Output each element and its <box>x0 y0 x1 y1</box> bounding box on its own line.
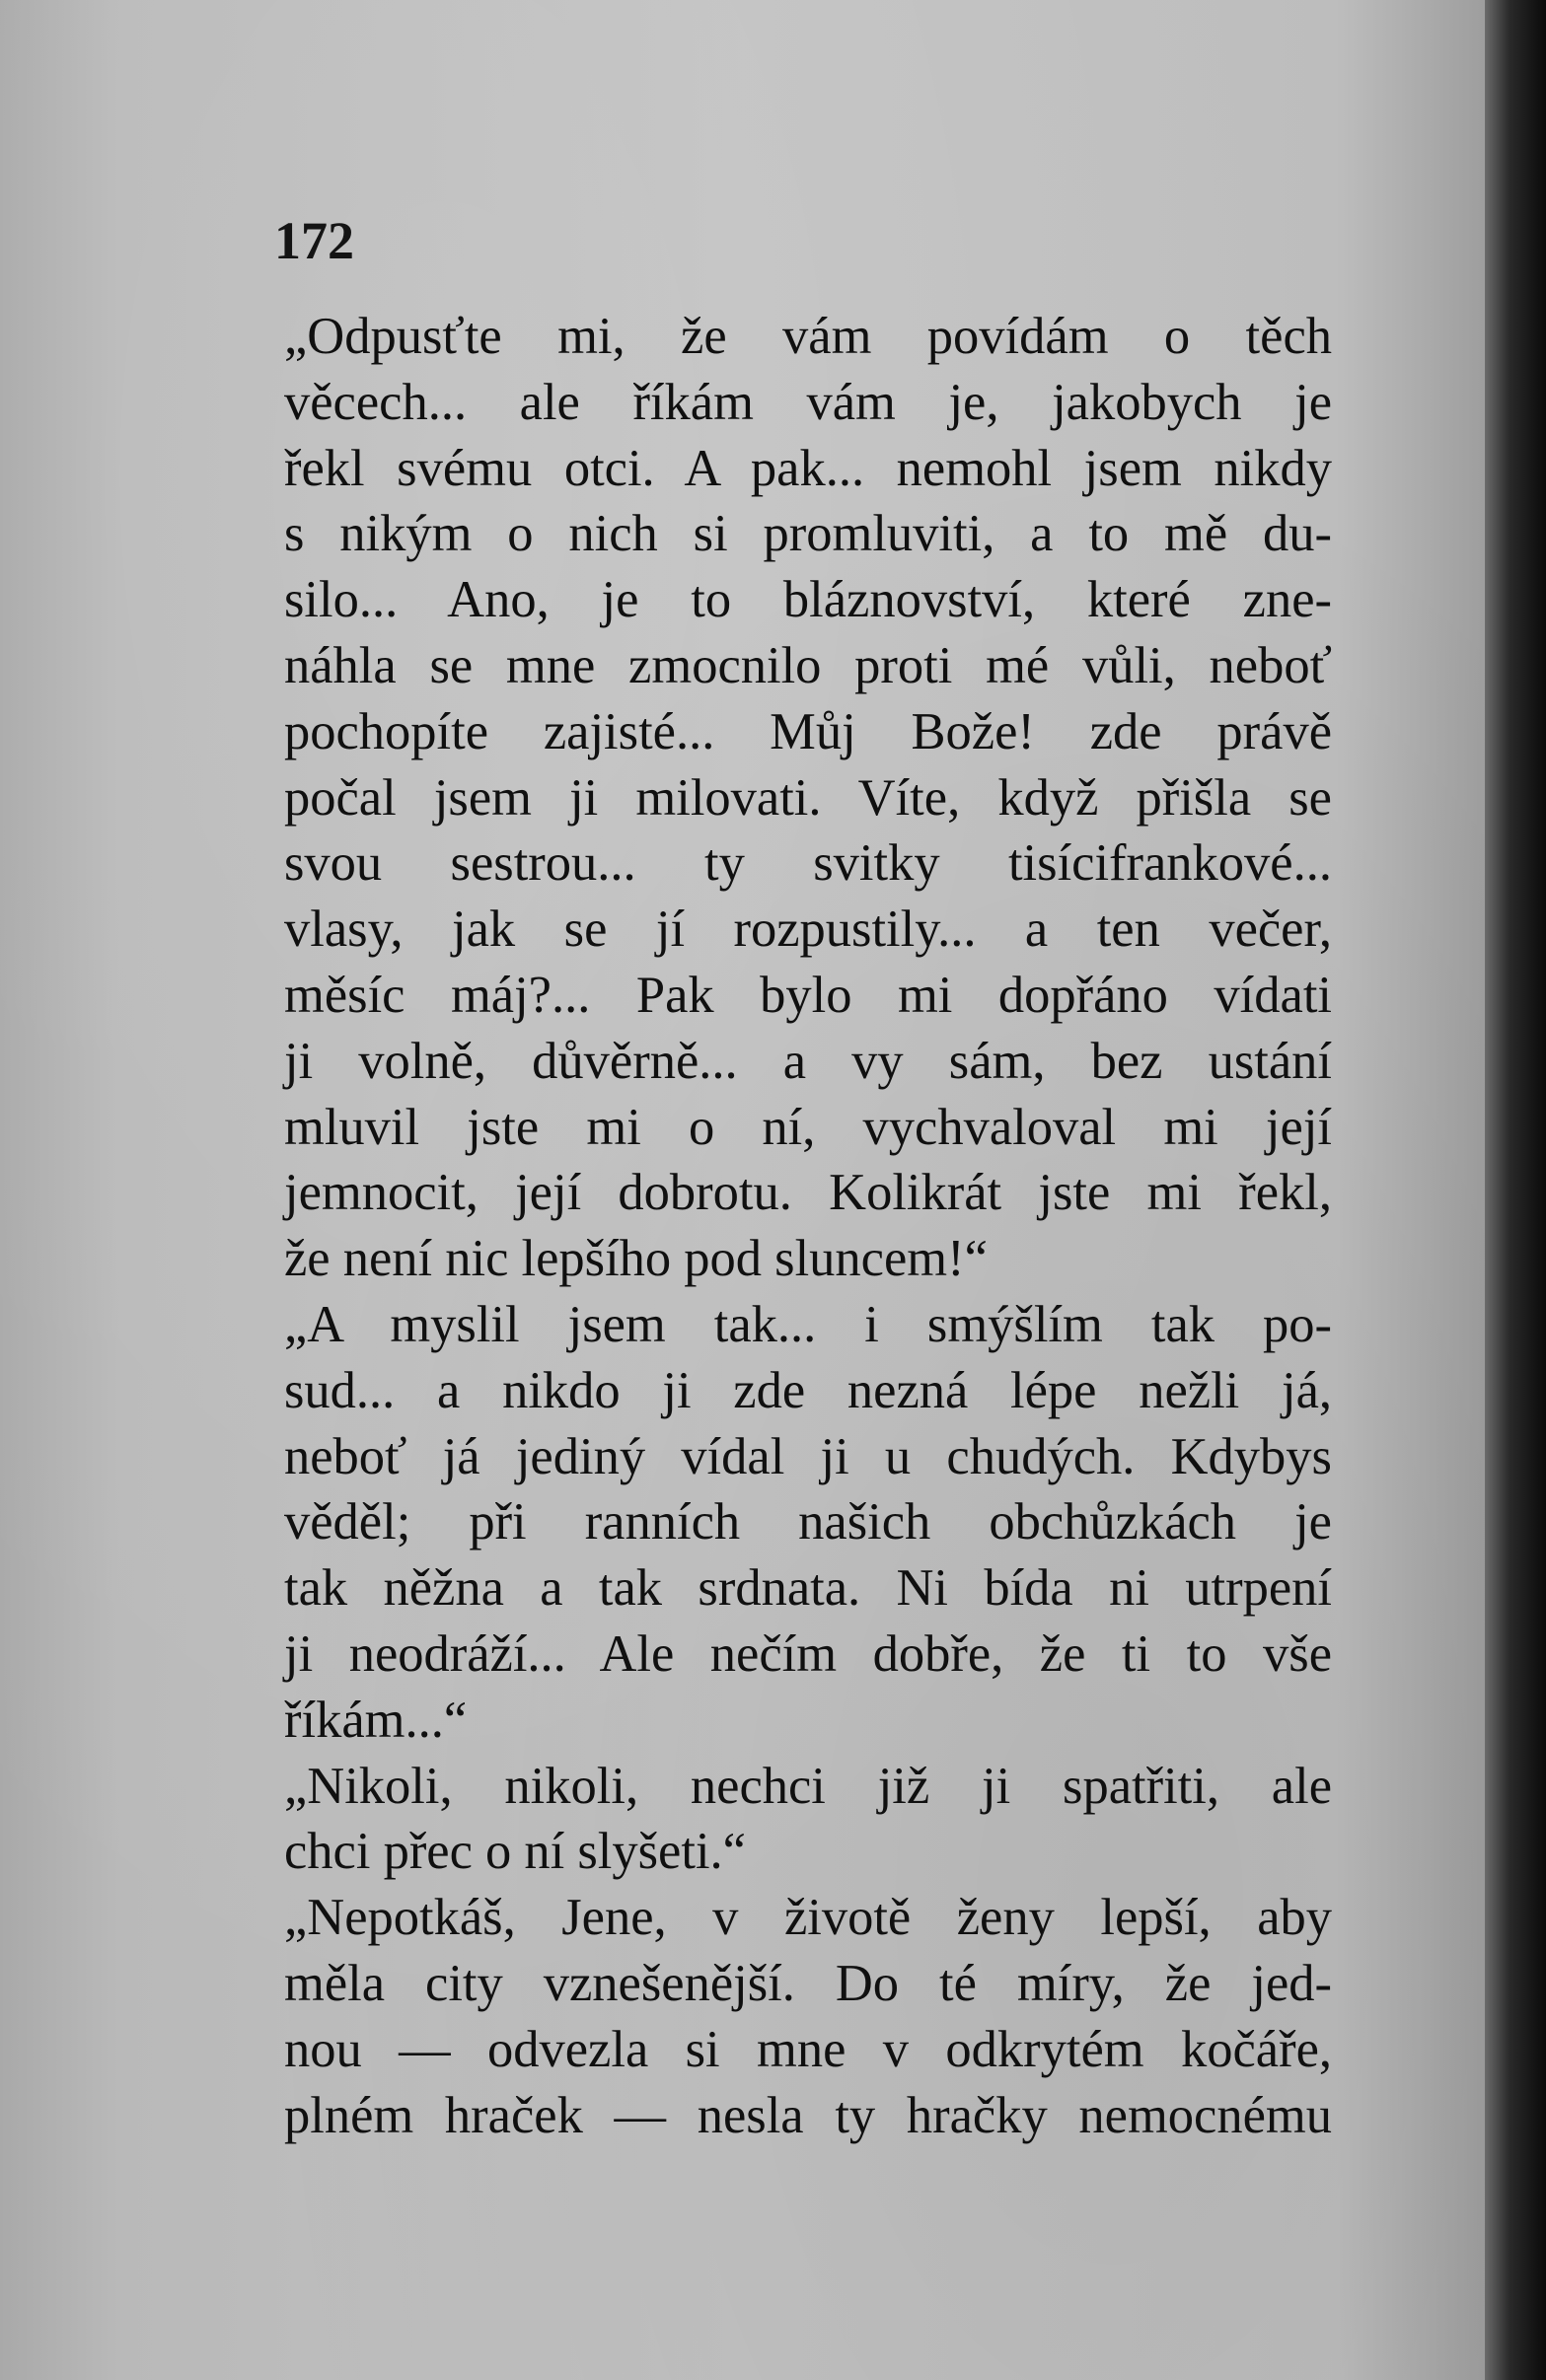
text-line: s nikým o nich si promluviti, a to mě du- <box>284 505 1332 563</box>
text-line: „Nepotkáš, Jene, v životě ženy lepší, aby <box>284 1889 1332 1947</box>
text-line: svou sestrou... ty svitky tisícifrankové... <box>284 834 1332 893</box>
text-line: měsíc máj?... Pak bylo mi dopřáno vídati <box>284 966 1332 1024</box>
text-line: vlasy, jak se jí rozpustily... a ten večer, <box>284 901 1332 959</box>
text-line: že není nic lepšího pod sluncem!“ <box>284 1230 988 1288</box>
text-line: věděl; při ranních našich obchůzkách je <box>284 1493 1332 1551</box>
text-line: pochopíte zajisté... Můj Bože! zde právě <box>284 702 1332 760</box>
text-line: mluvil jste mi o ní, vychvaloval mi její <box>284 1098 1332 1156</box>
text-line: měla city vznešenější. Do té míry, že jed- <box>284 1954 1332 2012</box>
text-line: sud... a nikdo ji zde nezná lépe nežli já, <box>284 1361 1332 1419</box>
body-text <box>284 304 1332 2148</box>
text-line: řekl svému otci. A pak... nemohl jsem nikdy <box>284 439 1332 497</box>
text-line: plném hraček — nesla ty hračky nemocnému <box>284 2086 1332 2144</box>
text-line: náhla se mne zmocnilo proti mé vůli, neboť <box>284 636 1332 694</box>
book-spine-shadow <box>1485 0 1546 2380</box>
text-line: tak něžna a tak srdnata. Ni bída ni utrpení <box>284 1559 1332 1618</box>
page-number: 172 <box>274 211 354 270</box>
text-line: neboť já jediný vídal ji u chudých. Kdybys <box>284 1427 1332 1485</box>
text-line: „A myslil jsem tak... i smýšlím tak po- <box>284 1295 1332 1353</box>
text-line: „Nikoli, nikoli, nechci již ji spatřiti, ale <box>284 1757 1332 1815</box>
text-line: chci přec o ní slyšeti.“ <box>284 1823 746 1881</box>
text-line: nou — odvezla si mne v odkrytém kočáře, <box>284 2020 1332 2078</box>
text-line: silo... Ano, je to bláznovství, které zne- <box>284 571 1332 629</box>
text-line: ji volně, důvěrně... a vy sám, bez ustání <box>284 1032 1332 1090</box>
text-line: „Odpusťte mi, že vám povídám o těch <box>284 308 1332 365</box>
text-line: jemnocit, její dobrotu. Kolikrát jste mi řekl, <box>284 1164 1332 1222</box>
text-line: věcech... ale říkám vám je, jakobych je <box>284 373 1332 431</box>
text-line: ji neodráží... Ale nečím dobře, že ti to vše <box>284 1624 1332 1683</box>
text-line: počal jsem ji milovati. Víte, když přišla se <box>284 768 1332 827</box>
text-line: říkám...“ <box>284 1691 468 1749</box>
